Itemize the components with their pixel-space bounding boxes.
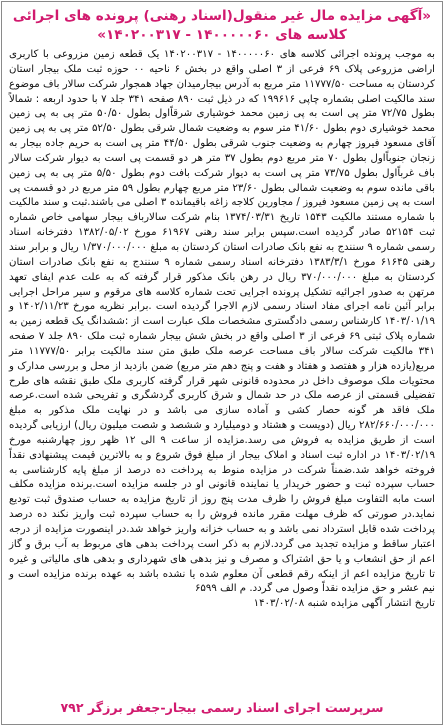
notice-publish-date: تاریخ انتشار آگهی مزایده شنبه ۱۴۰۳/۰۲/۰۸ <box>253 598 435 610</box>
notice-signature: سرپرست اجرای اسناد رسمی بیجار-جعفر برزگر ۷۹۲ <box>60 700 384 715</box>
notice-title: «آگهی مزایده مال غیر منقول(اسناد رهنی) پرونده های اجرائی کلاسه های ۱۴۰۰۰۰۰۶۰ - ۱۴۰۲۰۰۳۱۷» <box>12 8 432 43</box>
notice-frame <box>1 1 443 725</box>
notice-body-text: به موجب پرونده اجرائی کلاسه های ۱۴۰۰۰۰۰۶۰ - ۱۴۰۲۰۰۳۱۷ یک قطعه زمین مزروعی با کاربری اراضی مزروعی پلاک ۶۹ فرعی از ۳ اصلی واقع در بخش ۶ ناحیه ۰۰ حوزه ثبت ملک بیجار استان کردستان به مساحت ۱۱۷۷۷/۵۰ متر مربع به آدرس بیجارمیدان جهاد همجوار شرکت سالار باف موضوع سند مالکیت اصلی بشماره چاپی ۱۹۹۶۱۶ که در ذیل ثبت ۸۹۰ صفحه ۳۴۱ جلد ۷ با حدود اربعه : شمالاً بطول ۷۲/۷۵ متر پی است به پی زمین محمد خوشیاری شرقاًاول بطول ۵۰/۵۰ متر پی به پی زمین محمد خوشیاری دوم بطول ۴۱/۶۰ متر سوم به وضعیت شمال شرقی بطول ۵۲/۵۰ متر پی به پی زمین آقای مسعود فیروز چهارم به وضعیت جنوب شرقی بطول ۴۴/۵۰ متر پی است به حریم جاده بیجار به زنجان جنوباًاول بطول ۷۰ متر مربع دوم بطول ۳۷ متر هر دو قسمت پی است به دیوار شرکت سالار باف غرباًاول بطول ۷۳/۷۵ متر پی است به دیوار شرکت بافت دوم بطول ۵/۵۰ متر پی به پی زمین باقی مانده سوم به وضعیت شمالی بطول ۲۳/۶۰ متر مربع چهارم بطول ۵۹ متر مربع در دو قسمت پی است به پی زمین مسعود فیروز / مجاورین کلاجه‌ زاغه باقیمانده ۳ اصلی می باشند.ثبت و سند مالکیت با شماره مستند مالکیت ۱۵۴۳ تاریخ ۱۳۷۴/۰۳/۳۱ بنام شرکت سالارباف بیجار سهامی خاص شماره ثبت ۵۲۱۵۴ صادر گردیده است.سپس برابر سند رهنی ۶۱۹۶۷ مورخ ۱۳۸۲/۰۵/۰۲ دفترخانه اسناد رسمی شماره ۹ سنندج به نفع بانک صادرات استان کردستان به مبلغ ۱/۳۷۰/۰۰۰/۰۰۰ ریال و برابر سند رهنی ۶۱۶۴۵ مورخ ۱۳۸۳/۳/۱ دفترخانه اسناد رسمی شماره ۹ سنندج به نفع بانک صادرات استان کردستان به مبلغ ۳۷۰/۰۰۰/۰۰۰ ریال در رهن بانک مذکور قرار گرفته که به علت عدم ایفای تعهد مرتهن به صدور اجرائیه تشکیل پرونده اجرایی تحت شماره کلاسه های مرقوم و سیر مراحل اجرایی برابر آئین نامه اجرای مفاد اسناد رسمی لازم الاجرا گردیده است .برابر نظریه مورخ ۱۴۰۲/۱۱/۲۳ و ۱۴۰۳/۰۱/۱۹ کارشناس رسمی دادگستری مشخصات ملک عبارت است از :ششدانگ یک قطعه زمین به شماره پلاک ثبتی ۶۹ فرعی از ۳ اصلی واقع در بخش شش بیجار شماره ثبت ملک ۸۹۰ جلد ۷ صفحه ۳۴۱ مالکیت شرکت سالار باف مساحت عرصه ملک طبق متن سند مالکیت برابر ۱۱۷۷۷/۵۰ متر مربع(یازده هزار و هفتصد و هفتاد و هفت و پنج دهم متر مربع) ضمن بازدید از محل و بررسی مدارک و محتویات ملک موصوف داخل در محدوده قانونی شهر قرار گرفته کاربری ملک طبق نقشه های طرح تفضیلی قسمتی از عرصه ملک در حد شمال و شرق کاربری گردشگری و تفریحی شده است.عرصه ملک فاقد هر گونه حصار کشی و آماده سازی می باشد و در نهایت ملک مذکور به مبلغ ۲۸۲/۶۶۰/۰۰۰/۰۰۰ ریال (دویست و هشتاد و دومیلیارد و ششصد و شصت میلیون ریال) ارزیابی گردیده است از طریق مزایده به فروش می رسد.مزایده از ساعت ۹ الی ۱۲ ظهر روز چهارشنبه مورخ ۱۴۰۳/۰۲/۱۹ در اداره ثبت اسناد و املاک بیجار از مبلغ فوق شروع و به بالاترین قیمت پیشنهادی نقداً فروخته خواهد شد.ضمناً شرکت در مزایده منوط به پرداخت ده درصد از مبلغ پایه کارشناسی به حساب سپرده ثبت و حضور خریدار یا نماینده قانونی او در جلسه مزایده است.برنده مزایده مکلف است مابه التفاوت مبلغ فروش را ظرف مدت پنج روز از تاریخ مزایده به حساب صندوق ثبت تودیع نماید.در صورتی که ظرف مهلت مقرر مانده فروش را به حساب سپرده ثبت واریز نکند ده درصد پرداخت شده قابل استرداد نمی باشد و به حساب خزانه واریز خواهد شد.در اینصورت مزایده از درجه اعتبار ساقط و مزایده تجدید می گردد.لازم به ذکر است پرداخت بدهی های مربوط به آب برق و گاز اعم از حق انشعاب و یا حق اشتراک و مصرف و نیز بدهی های شهرداری و بدهی های مالیاتی و غیره تا تاریخ مزایده اعم از اینکه رقم قطعی آن معلوم شده یا نشده باشد به عهده برنده مزایده است و نیم عشر و حق مزایده نقداً وصول می گردد. م الف ۶۵۹۹ <box>9 49 436 595</box>
notice-body <box>9 48 435 612</box>
